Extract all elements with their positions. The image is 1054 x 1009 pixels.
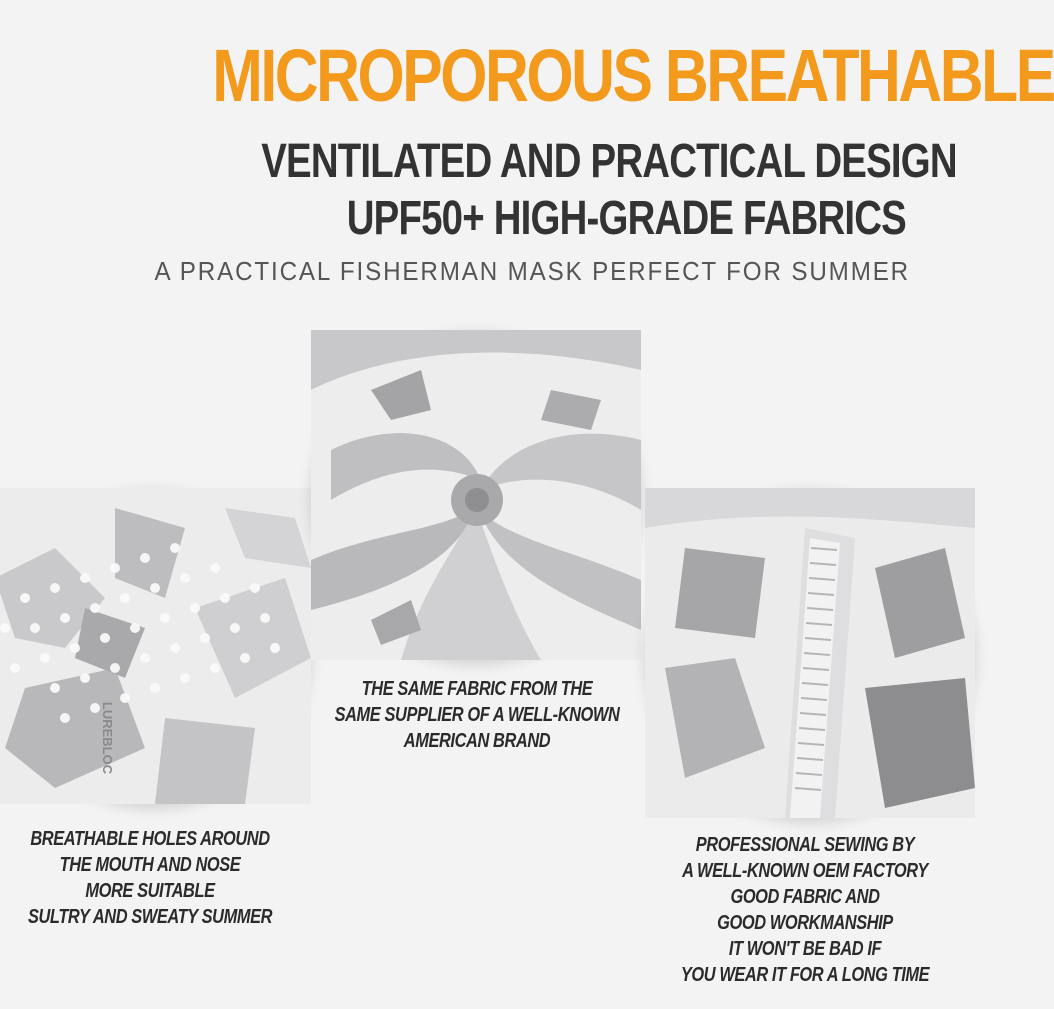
caption-line: SAME SUPPLIER OF A WELL-KNOWN	[334, 704, 620, 726]
twisted-fabric-image	[311, 330, 641, 660]
caption-line: BREATHABLE HOLES AROUND	[30, 828, 270, 850]
headline: MICROPOROUS BREATHABLE	[212, 34, 1054, 117]
stitched-seam-graphic	[645, 488, 975, 818]
caption-line: IT WON'T BE BAD IF	[728, 938, 882, 960]
caption-line: SULTRY AND SWEATY SUMMER	[27, 906, 273, 928]
caption-professional-sewing	[650, 832, 960, 988]
fabric-brand-mark: LUREBLOC	[100, 701, 115, 775]
caption-breathable-holes	[0, 826, 300, 930]
perforated-fabric-graphic	[0, 488, 311, 804]
caption-line: GOOD FABRIC AND	[730, 886, 880, 908]
caption-line: A WELL-KNOWN OEM FACTORY	[682, 860, 928, 882]
perforated-fabric-image	[0, 488, 311, 804]
caption-line: AMERICAN BRAND	[403, 730, 551, 752]
tagline: A PRACTICAL FISHERMAN MASK PERFECT FOR SUMMER	[154, 256, 910, 286]
stitched-seam-image	[645, 488, 975, 818]
caption-line: GOOD WORKMANSHIP	[717, 912, 893, 934]
caption-same-fabric	[300, 676, 654, 754]
subheadline-upf: UPF50+ HIGH-GRADE FABRICS	[346, 192, 906, 245]
caption-line: THE MOUTH AND NOSE	[59, 854, 241, 876]
twisted-fabric-graphic	[311, 330, 641, 660]
caption-line: PROFESSIONAL SEWING BY	[695, 834, 915, 856]
caption-line: THE SAME FABRIC FROM THE	[361, 678, 593, 700]
caption-line: MORE SUITABLE	[85, 880, 215, 902]
caption-line: YOU WEAR IT FOR A LONG TIME	[680, 964, 930, 986]
subheadline-ventilated: VENTILATED AND PRACTICAL DESIGN	[261, 135, 957, 188]
